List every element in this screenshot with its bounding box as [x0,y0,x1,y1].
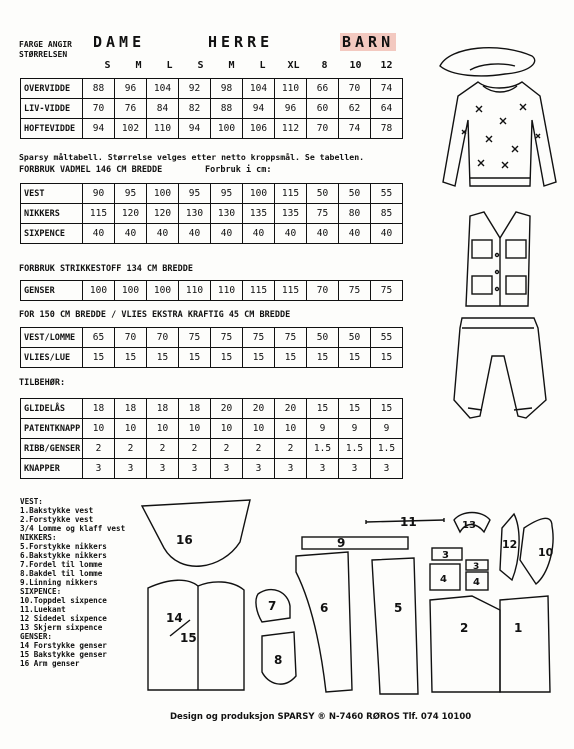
table-cell: 104 [243,79,275,99]
pattern-label: 7 [268,599,277,613]
legend-item: 14 Forstykke genser [20,641,107,650]
pattern-label: 12 [502,538,518,551]
size-label: M [228,60,235,71]
legend-heading-vest: VEST: [20,497,43,506]
table-cell: 2 [211,439,243,459]
group-herre: HERRE [208,33,274,51]
legend-item: 7.Fordel til lomme [20,560,103,569]
table-cell: 15 [339,348,371,368]
pattern-piece-2 [430,596,500,692]
table-cell: 40 [211,224,243,244]
table-cell: 78 [371,119,403,139]
table-cell: 40 [147,224,179,244]
storrelsen-label: STØRRELSEN [19,50,68,59]
size-label: L [166,60,173,71]
size-label: M [135,60,142,71]
forbruk-strikk-caption: FORBRUK STRIKKESTOFF 134 CM BREDDE [19,264,193,274]
table-cell: 2 [243,439,275,459]
table-cell: 15 [371,348,403,368]
table-cell: 100 [115,281,147,301]
legend-item: 12 Sidedel sixpence [20,614,107,623]
table-cell: 20 [243,399,275,419]
table-cell: 3 [339,459,371,479]
table-cell: 2 [275,439,307,459]
table-cell: 40 [275,224,307,244]
table-cell: 10 [179,419,211,439]
table-cell: 9 [371,419,403,439]
table-cell: 3 [147,459,179,479]
table-cell: 104 [147,79,179,99]
table-cell: 20 [275,399,307,419]
row-label: GENSER [21,281,83,301]
table-cell: 18 [83,399,115,419]
table-cell: 115 [83,204,115,224]
table-cell: 15 [115,348,147,368]
table-cell: 64 [371,99,403,119]
legend-item: 16 Arm genser [20,659,80,668]
table-cell: 100 [147,281,179,301]
table-cell: 70 [307,119,339,139]
table-cell: 15 [307,399,339,419]
table-cell: 3 [83,459,115,479]
table-cell: 50 [339,328,371,348]
table-cell: 3 [115,459,147,479]
table-cell: 115 [243,281,275,301]
row-label: OVERVIDDE [21,79,83,99]
size-label: S [197,60,204,71]
table-cell: 100 [243,184,275,204]
pattern-label: 4 [440,574,447,585]
vest-illustration [466,212,530,306]
row-label: VLIES/LUE [21,348,83,368]
table-cell: 74 [371,79,403,99]
table-cell: 62 [339,99,371,119]
legend-item: 13 Skjerm sixpence [20,623,103,632]
pattern-label: 3 [442,550,449,561]
legend-item: 8.Bakdel til lomme [20,569,103,578]
table-cell: 75 [339,281,371,301]
table-cell: 55 [371,328,403,348]
table-cell: 130 [179,204,211,224]
pattern-piece-1 [500,596,550,692]
table-cell: 95 [115,184,147,204]
table-cell: 3 [275,459,307,479]
table-cell: 75 [307,204,339,224]
table-cell: 70 [83,99,115,119]
table-cell: 1.5 [307,439,339,459]
table-cell: 70 [339,79,371,99]
table-cell: 15 [339,399,371,419]
row-label: KNAPPER [21,459,83,479]
table-cell: 3 [243,459,275,479]
knickers-illustration [454,318,546,418]
sweater-illustration [443,82,556,186]
legend-item: 5.Forstykke nikkers [20,542,107,551]
table-cell: 50 [339,184,371,204]
table-cell: 110 [147,119,179,139]
row-label: LIV-VIDDE [21,99,83,119]
forbruk-vadmel-caption: FORBRUK VADMEL 146 CM BREDDE [19,165,163,175]
table-cell: 74 [339,119,371,139]
table-cell: 65 [83,328,115,348]
tilbehor-caption: TILBEHØR: [19,378,66,388]
table-cell: 75 [371,281,403,301]
table-cell: 40 [371,224,403,244]
table-cell: 2 [115,439,147,459]
row-label: HOFTEVIDDE [21,119,83,139]
table-cell: 94 [243,99,275,119]
table-cell: 112 [275,119,307,139]
table-cell: 10 [83,419,115,439]
table-cell: 85 [371,204,403,224]
table-cell: 110 [211,281,243,301]
table-cell: 2 [179,439,211,459]
pattern-label: 3 [473,562,480,572]
legend-item: 11.Luekant [20,605,66,614]
pattern-piece-6 [296,552,352,692]
table-cell: 15 [147,348,179,368]
table-cell: 115 [275,281,307,301]
pattern-label: 4 [473,577,480,588]
group-dame: DAME [93,33,146,51]
table-cell: 96 [115,79,147,99]
size-label: 8 [321,60,328,71]
pattern-label: 6 [320,601,329,615]
table-cell: 66 [307,79,339,99]
table-cell: 100 [83,281,115,301]
size-label: S [104,60,111,71]
table-cell: 70 [115,328,147,348]
table-cell: 2 [147,439,179,459]
farge-label: FARGE ANGIR [19,40,72,49]
table-cell: 15 [243,348,275,368]
table-cell: 70 [147,328,179,348]
table-cell: 60 [307,99,339,119]
size-label: L [259,60,266,71]
table-cell: 94 [179,119,211,139]
table-cell: 15 [83,348,115,368]
table-cell: 90 [83,184,115,204]
row-label: NIKKERS [21,204,83,224]
table-cell: 95 [179,184,211,204]
table-cell: 135 [275,204,307,224]
pattern-label: 2 [460,621,469,635]
table-cell: 75 [211,328,243,348]
table-cell: 20 [211,399,243,419]
table-cell: 1.5 [339,439,371,459]
pattern-label: 13 [462,520,476,531]
table-cell: 15 [371,399,403,419]
footer-credits: Design og produksjon SPARSY ® N-7460 RØROS Tlf. 074 10100 [170,712,472,722]
legend-item: 9.Linning nikkers [20,578,98,587]
table-cell: 88 [211,99,243,119]
size-label: XL [287,60,300,71]
row-label: VEST [21,184,83,204]
pattern-label: 10 [538,546,554,559]
legend-item: 2.Forstykke vest [20,515,94,524]
table-cell: 98 [211,79,243,99]
for-150-caption: FOR 150 CM BREDDE / VLIES EKSTRA KRAFTIG 45 CM BREDDE [19,310,291,320]
forbruk-i-cm-caption: Forbruk i cm: [205,165,272,175]
table-cell: 75 [179,328,211,348]
table-cell: 50 [307,328,339,348]
pattern-label: 14 [166,611,183,625]
legend-heading-nikkers: NIKKERS: [20,533,57,542]
table-cell: 40 [339,224,371,244]
table-cell: 15 [179,348,211,368]
table-cell: 9 [339,419,371,439]
legend-heading-genser: GENSER: [20,632,53,641]
legend-item: 10.Toppdel sixpence [20,596,107,605]
legend-item: 15 Bakstykke genser [20,650,107,659]
sixpence-illustration [440,48,535,76]
legend-item: 3/4 Lomme og klaff vest [20,524,126,533]
legend-item: 6.Bakstykke nikkers [20,551,107,560]
table-cell: 15 [211,348,243,368]
table-cell: 18 [179,399,211,419]
table-cell: 50 [307,184,339,204]
table-cell: 1.5 [371,439,403,459]
table-cell: 80 [339,204,371,224]
table-cell: 18 [147,399,179,419]
table-cell: 94 [83,119,115,139]
table-cell: 10 [275,419,307,439]
table-cell: 102 [115,119,147,139]
table-cell: 120 [147,204,179,224]
legend-item: 1.Bakstykke vest [20,506,94,515]
table-cell: 40 [307,224,339,244]
table-cell: 9 [307,419,339,439]
table-cell: 55 [371,184,403,204]
table-cell: 76 [115,99,147,119]
table-cell: 82 [179,99,211,119]
table-cell: 100 [147,184,179,204]
table-cell: 40 [83,224,115,244]
pattern-label: 15 [180,631,197,645]
table-cell: 10 [115,419,147,439]
pattern-piece-16 [142,500,250,566]
table-cell: 130 [211,204,243,224]
group-barn: BARN [342,33,395,51]
pattern-label: 11 [400,515,417,529]
table-cell: 3 [179,459,211,479]
table-cell: 18 [115,399,147,419]
table-cell: 115 [275,184,307,204]
row-label: SIXPENCE [21,224,83,244]
table-cell: 120 [115,204,147,224]
pattern-label: 8 [274,653,283,667]
table-cell: 10 [243,419,275,439]
table-cell: 110 [179,281,211,301]
pattern-label: 1 [514,621,523,635]
table-cell: 10 [147,419,179,439]
row-label: VEST/LOMME [21,328,83,348]
table-cell: 40 [115,224,147,244]
table-cell: 10 [211,419,243,439]
table-cell: 70 [307,281,339,301]
table-cell: 100 [211,119,243,139]
table-cell: 2 [83,439,115,459]
table-cell: 110 [275,79,307,99]
table-cell: 75 [275,328,307,348]
table-cell: 15 [307,348,339,368]
table-cell: 92 [179,79,211,99]
table-cell: 3 [307,459,339,479]
pattern-label: 16 [176,533,193,547]
row-label: RIBB/GENSER [21,439,83,459]
legend-heading-sixpence: SIXPENCE: [20,587,62,596]
table-cell: 84 [147,99,179,119]
table-cell: 135 [243,204,275,224]
table-cell: 40 [179,224,211,244]
table-cell: 106 [243,119,275,139]
size-label: 10 [349,60,362,71]
size-label: 12 [380,60,393,71]
row-label: PATENTKNAPP [21,419,83,439]
pattern-label: 5 [394,601,403,615]
table-cell: 88 [83,79,115,99]
pattern-piece-5 [372,558,418,694]
table-cell: 15 [275,348,307,368]
table-cell: 96 [275,99,307,119]
row-label: GLIDELÅS [21,399,83,419]
pattern-label: 9 [337,536,346,550]
pattern-piece-9 [302,537,408,549]
table-cell: 3 [371,459,403,479]
table-cell: 3 [211,459,243,479]
table-cell: 40 [243,224,275,244]
table-cell: 75 [243,328,275,348]
maltabell-note: Sparsy måltabell. Størrelse velges etter netto kroppsmål. Se tabellen. [19,152,365,162]
table-cell: 95 [211,184,243,204]
